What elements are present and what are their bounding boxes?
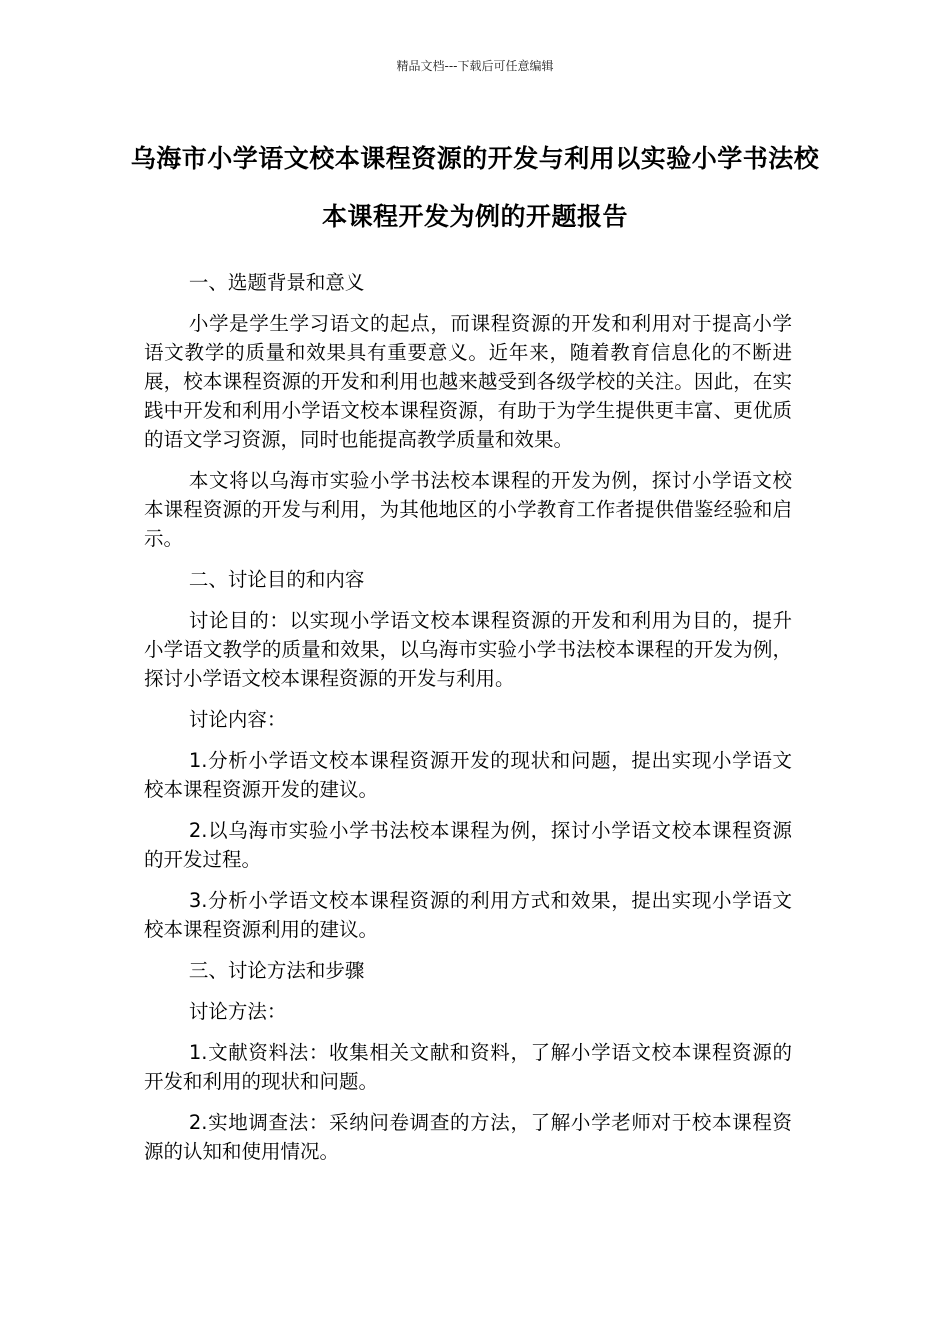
section-heading-background: 一、选题背景和意义 [188,271,365,294]
paragraph-purpose: 讨论目的：以实现小学语文校本课程资源的开发和利用为目的，提升小学语文教学的质量和效果，以乌海市实验小学书法校本课程的开发为例，探讨小学语文校本课程资源的开发与利用。 [144,609,792,690]
paragraph-content-label: 讨论内容： [188,708,287,731]
section-heading-methods: 三、讨论方法和步骤 [188,959,365,982]
list-item-method-1: 1.文献资料法：收集相关文献和资料，了解小学语文校本课程资源的开发和利用的现状和问题。 [144,1041,792,1093]
document-body [144,268,792,1178]
list-item-content-1: 1.分析小学语文校本课程资源开发的现状和问题，提出实现小学语文校本课程资源开发的建议。 [144,749,792,801]
list-item-method-2: 2.实地调查法：采纳问卷调查的方法，了解小学老师对于校本课程资源的认知和使用情况。 [144,1111,792,1163]
page-header-note: 精品文档---下载后可任意编辑 [396,59,554,73]
section-heading-purpose: 二、讨论目的和内容 [188,568,365,591]
document-title: 乌海市小学语文校本课程资源的开发与利用以实验小学书法校本课程开发为例的开题报告 [130,144,820,231]
list-item-content-3: 3.分析小学语文校本课程资源的利用方式和效果，提出实现小学语文校本课程资源利用的建议。 [144,889,792,941]
list-item-content-2: 2.以乌海市实验小学书法校本课程为例，探讨小学语文校本课程资源的开发过程。 [144,819,792,871]
paragraph-background-1: 小学是学生学习语文的起点，而课程资源的开发和利用对于提高小学语文教学的质量和效果具有重要意义。近年来，随着教育信息化的不断进展，校本课程资源的开发和利用也越来越受到各级学校的关注。因此，在实践中开发和利用小学语文校本课程资源，有助于为学生提供更丰富、更优质的语文学习资源，同时也能提高教学质量和效果。 [144,312,792,451]
paragraph-methods-label: 讨论方法： [188,1000,287,1023]
paragraph-background-2: 本文将以乌海市实验小学书法校本课程的开发为例，探讨小学语文校本课程资源的开发与利用，为其他地区的小学教育工作者提供借鉴经验和启示。 [144,469,792,550]
